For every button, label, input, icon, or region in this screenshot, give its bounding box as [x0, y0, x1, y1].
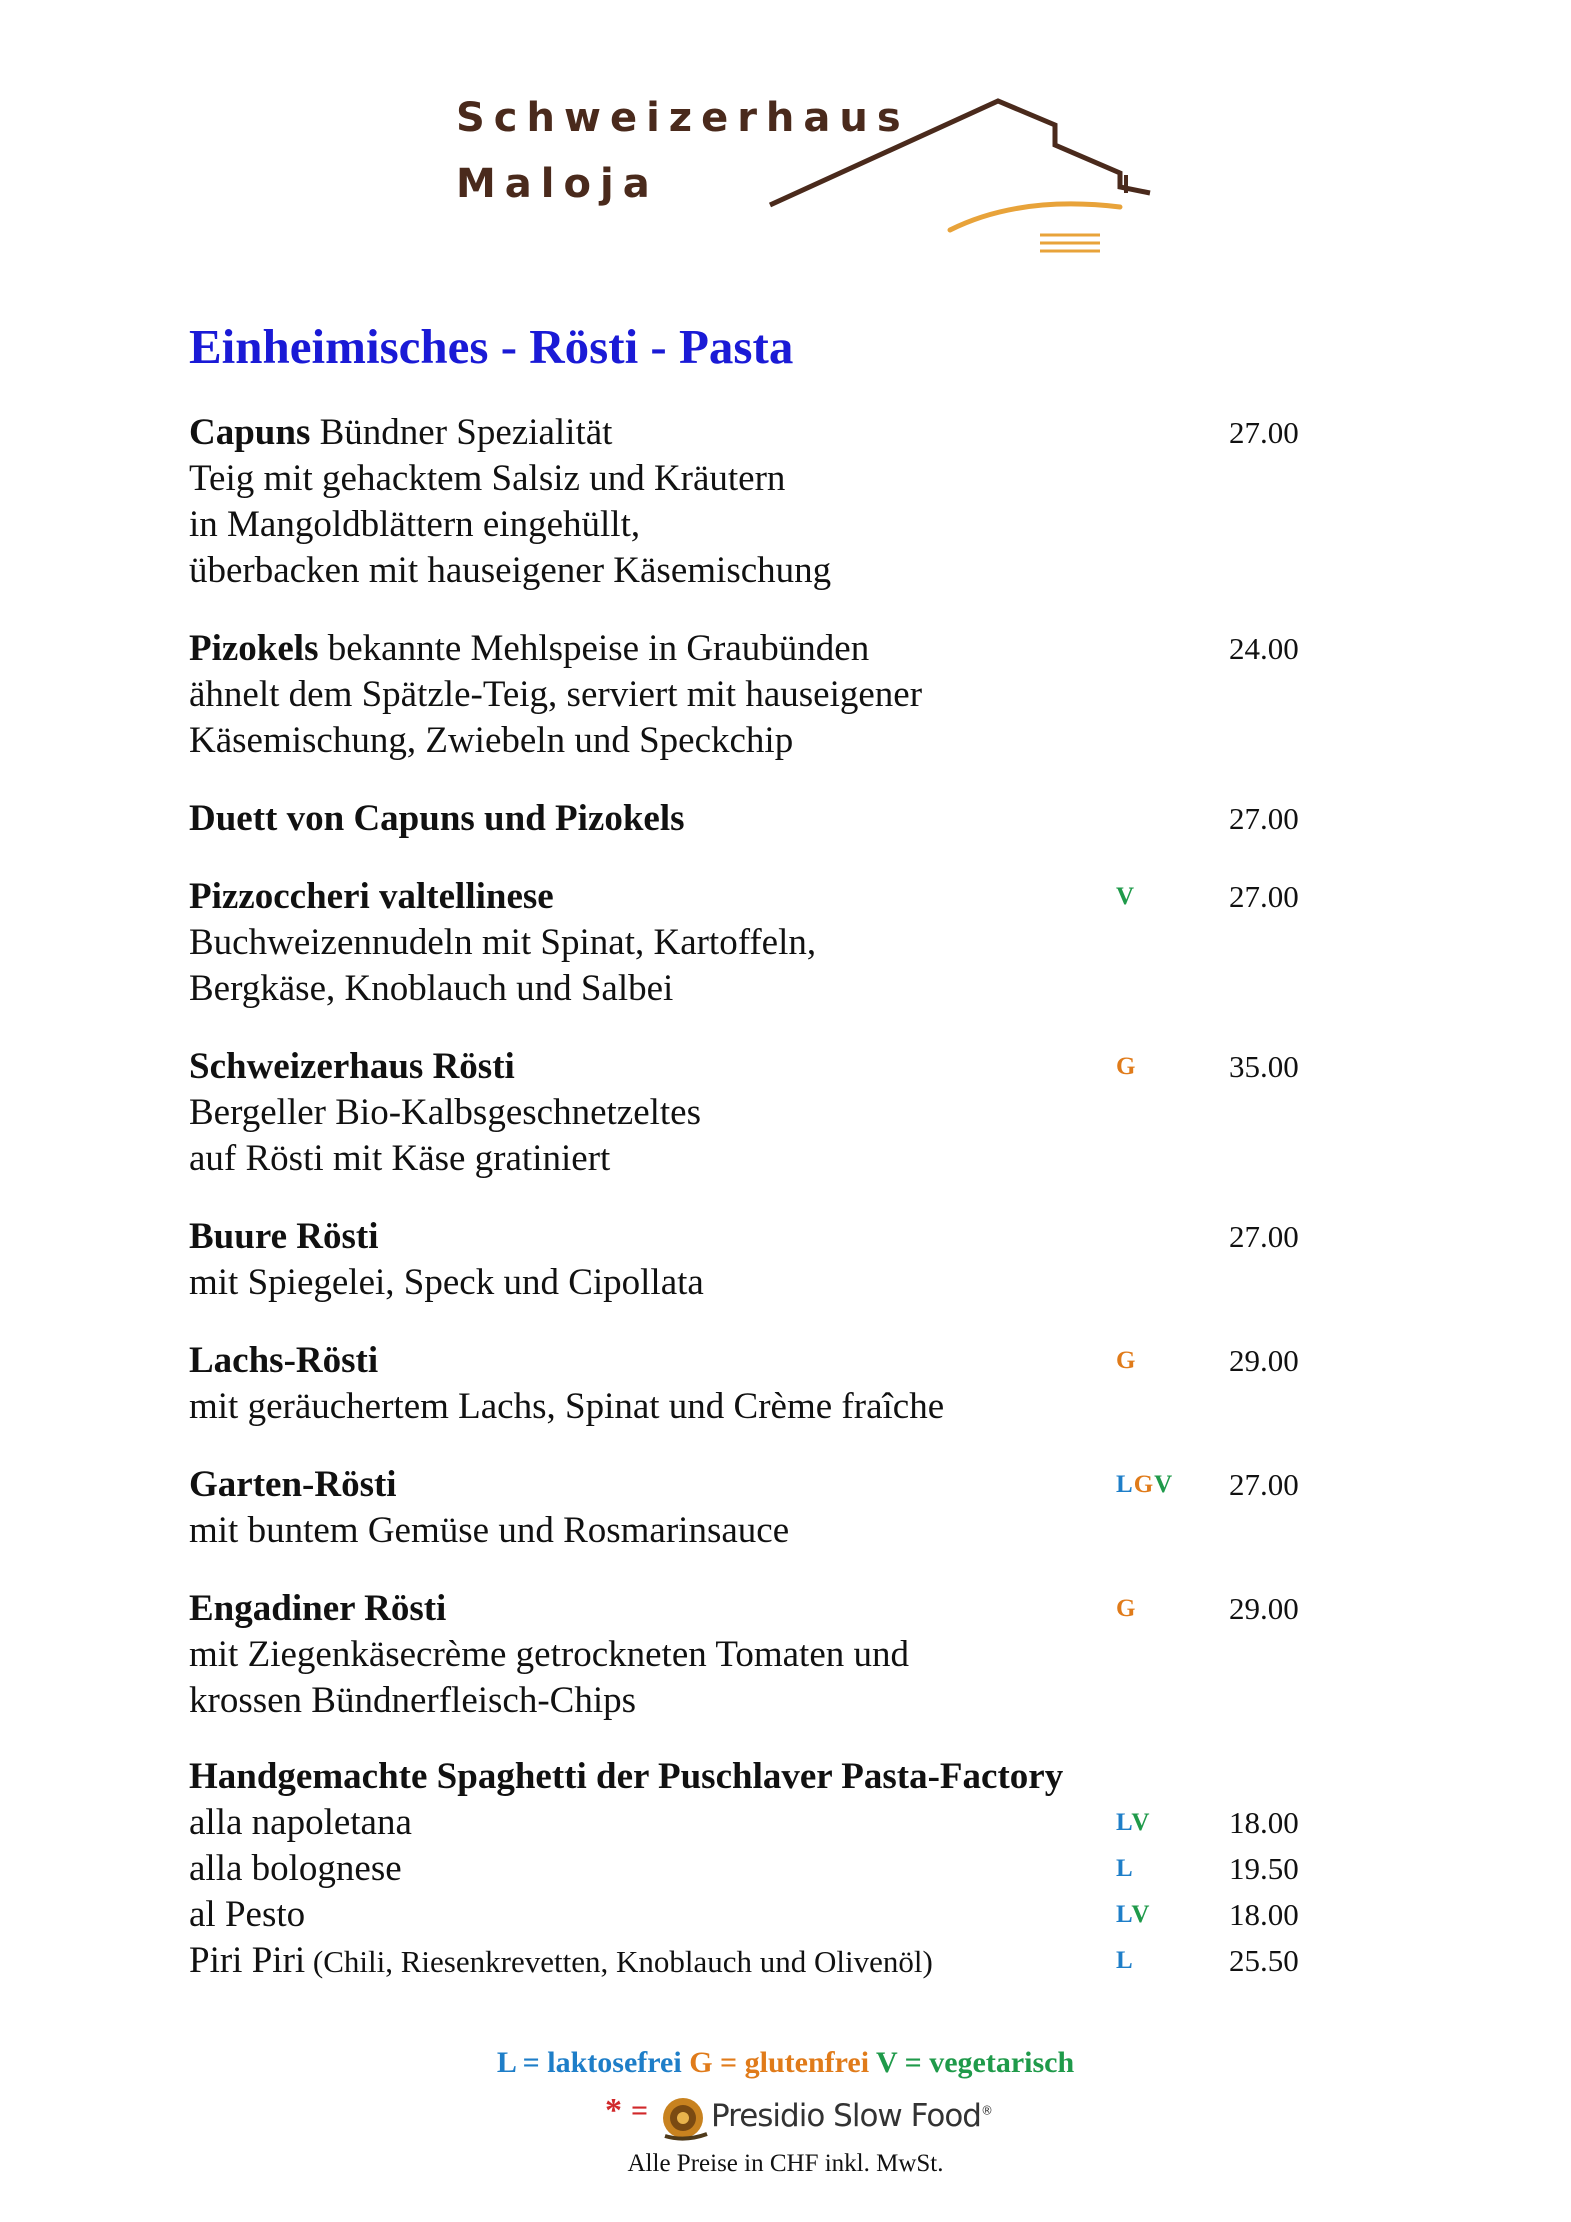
menu-item-description: ähnelt dem Spätzle-Teig, serviert mit hauseigener [189, 674, 923, 715]
price: 35.00 [1229, 1049, 1299, 1084]
pasta-row [189, 1938, 1309, 1984]
slow-food-note [605, 2092, 1005, 2146]
snail-logo-icon [659, 2092, 711, 2144]
menu-item-description: Teig mit gehacktem Salsiz und Kräutern [189, 458, 786, 499]
menu-item-header [189, 796, 1309, 842]
diet-tags [1116, 874, 1135, 920]
menu-item-description: Bergeller Bio-Kalbsgeschnetzeltes [189, 1092, 702, 1133]
price: 27.00 [1229, 1219, 1299, 1254]
menu-item-name: Engadiner Rösti [189, 1588, 447, 1629]
price: 18.00 [1229, 1805, 1299, 1840]
menu-list [189, 410, 1309, 1984]
diet-tag-L: L [1116, 1471, 1134, 1498]
diet-tag-G: G [1116, 1347, 1137, 1374]
menu-item-header [189, 874, 1309, 920]
menu-item-name: Garten-Rösti [189, 1464, 397, 1505]
diet-tag-L: L [1116, 1947, 1134, 1974]
pasta-section [189, 1754, 1309, 1984]
pasta-name: alla bolognese [189, 1848, 402, 1889]
menu-item [189, 874, 1309, 1012]
page-title: Einheimisches - Rösti - Pasta [189, 319, 794, 374]
price: 18.00 [1229, 1897, 1299, 1932]
diet-tag-V: V [1116, 883, 1136, 910]
pasta-row [189, 1800, 1309, 1846]
menu-item-subtitle: bekannte Mehlspeise in Graubünden [318, 628, 870, 669]
menu-item-description: krossen Bündnerfleisch-Chips [189, 1680, 637, 1721]
menu-item [189, 626, 1309, 764]
legend-lactose-free: L = laktosefrei [496, 2046, 682, 2079]
logo-line-2: Maloja [456, 161, 659, 207]
diet-tags [1116, 1586, 1136, 1632]
menu-item-description: Käsemischung, Zwiebeln und Speckchip [189, 720, 794, 761]
asterisk: * [605, 2092, 622, 2129]
menu-item-name: Duett von Capuns und Pizokels [189, 798, 685, 839]
logo [450, 95, 1170, 265]
menu-item-header [189, 1338, 1309, 1384]
equals-sign: = [631, 2094, 649, 2127]
pasta-row [189, 1892, 1309, 1938]
menu-item-name: Lachs-Rösti [189, 1340, 379, 1381]
pasta-name: al Pesto [189, 1894, 306, 1935]
diet-tag-G: G [1133, 1471, 1155, 1498]
diet-tag-G: G [1116, 1595, 1137, 1622]
pasta-row [189, 1846, 1309, 1892]
diet-tags [1116, 1044, 1136, 1090]
slow-food-text: Presidio Slow Food® [711, 2098, 992, 2134]
diet-tag-V: V [1154, 1471, 1174, 1498]
diet-tag-V: V [1131, 1809, 1151, 1836]
diet-tag-V: V [1131, 1901, 1151, 1928]
menu-item-description: mit Ziegenkäsecrème getrockneten Tomaten und [189, 1634, 910, 1675]
allergen-legend [0, 2046, 1571, 2080]
legend-gluten-free: G = glutenfrei [689, 2046, 870, 2079]
price: 27.00 [1229, 415, 1299, 450]
menu-item-name: Buure Rösti [189, 1216, 379, 1257]
diet-tag-G: G [1116, 1053, 1137, 1080]
menu-item-header [189, 1044, 1309, 1090]
menu-item-header [189, 1462, 1309, 1508]
diet-tag-L: L [1116, 1855, 1134, 1882]
price: 29.00 [1229, 1343, 1299, 1378]
pasta-name: alla napoletana [189, 1802, 412, 1843]
menu-item [189, 1462, 1309, 1554]
price-note: Alle Preise in CHF inkl. MwSt. [627, 2150, 944, 2177]
menu-item-header [189, 1586, 1309, 1632]
menu-item [189, 1214, 1309, 1306]
menu-item-name: Pizokels [189, 628, 319, 669]
pasta-name: Piri Piri [189, 1940, 306, 1981]
menu-item-name: Capuns [189, 412, 311, 453]
menu-item-subtitle: Bündner Spezialität [310, 412, 613, 453]
pasta-ingredients: (Chili, Riesenkrevetten, Knoblauch und Olivenöl) [305, 1944, 933, 1979]
diet-tags [1116, 1846, 1134, 1892]
menu-item-description: in Mangoldblättern eingehüllt, [189, 504, 641, 545]
menu-item-description: überbacken mit hauseigener Käsemischung [189, 550, 832, 591]
menu-item-name: Schweizerhaus Rösti [189, 1046, 515, 1087]
menu-item-header [189, 1214, 1309, 1260]
menu-item [189, 410, 1309, 594]
menu-item-description: Bergkäse, Knoblauch und Salbei [189, 968, 674, 1009]
roof-icon [760, 95, 1170, 265]
menu-item [189, 1586, 1309, 1724]
menu-item-description: Buchweizennudeln mit Spinat, Kartoffeln, [189, 922, 817, 963]
diet-tags [1116, 1338, 1136, 1384]
menu-item [189, 1044, 1309, 1182]
menu-item-description: mit geräuchertem Lachs, Spinat und Crème fraîche [189, 1386, 945, 1427]
logo-line-1: Schweizerhaus [456, 95, 910, 141]
price: 24.00 [1229, 631, 1299, 666]
diet-tags [1116, 1938, 1134, 1984]
menu-item-description: mit buntem Gemüse und Rosmarinsauce [189, 1510, 790, 1551]
menu-item [189, 796, 1309, 842]
diet-tag-L: L [1116, 1901, 1132, 1928]
diet-tags [1116, 1800, 1150, 1846]
price: 27.00 [1229, 801, 1299, 836]
price: 29.00 [1229, 1591, 1299, 1626]
menu-item [189, 1338, 1309, 1430]
price: 27.00 [1229, 879, 1299, 914]
menu-item-header [189, 626, 1309, 672]
price: 27.00 [1229, 1467, 1299, 1502]
price: 25.50 [1229, 1943, 1299, 1978]
menu-item-description: mit Spiegelei, Speck und Cipollata [189, 1262, 704, 1303]
menu-item-header [189, 410, 1309, 456]
diet-tags [1116, 1892, 1150, 1938]
menu-item-name: Pizzoccheri valtellinese [189, 876, 554, 917]
diet-tag-L: L [1116, 1809, 1132, 1836]
diet-tags [1116, 1462, 1173, 1508]
legend-vegetarian: V = vegetarisch [876, 2046, 1075, 2079]
pasta-title: Handgemachte Spaghetti der Puschlaver Pasta-Factory [189, 1756, 1064, 1797]
menu-item-description: auf Rösti mit Käse gratiniert [189, 1138, 611, 1179]
price: 19.50 [1229, 1851, 1299, 1886]
